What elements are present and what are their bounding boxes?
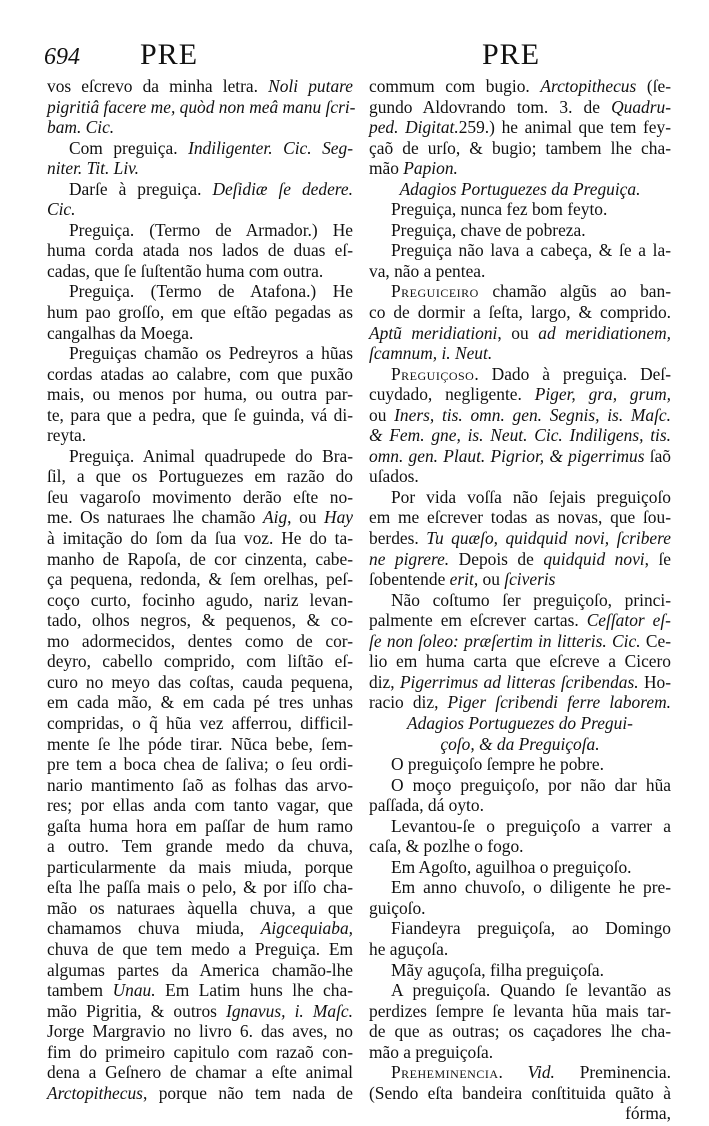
text-run: . Dado à preguiça. Deſ-	[474, 363, 671, 384]
text-line	[47, 610, 353, 631]
italic-run: Aig	[263, 507, 288, 528]
text-line	[47, 918, 353, 939]
text-run: Preguiça, nunca fez bom feyto.	[391, 199, 608, 220]
text-run: me. Os naturaes lhe chamão	[47, 507, 263, 528]
text-line	[369, 898, 671, 919]
text-run: mente ſe lhe póde tirar. Nũca bebe, ſem-	[47, 733, 353, 754]
text-line	[47, 672, 353, 693]
italic-run: Piger ſcribendi ferre laborem.	[447, 692, 671, 713]
text-line	[369, 1083, 671, 1104]
headword: Preguiçoso	[391, 363, 475, 384]
text-run: Ce-	[640, 630, 671, 651]
italic-run: quidquid novi	[543, 548, 645, 569]
text-line	[47, 96, 356, 118]
text-run: commum com bugio.	[369, 76, 541, 96]
text-run: ſil, a que os Portuguezes em razão do	[47, 466, 353, 487]
text-line	[369, 775, 671, 796]
text-line	[47, 220, 353, 241]
text-run: a outro. Tem grande medo da chuva,	[47, 836, 353, 857]
text-run: ſobentende	[369, 569, 450, 590]
italic-run: ad meridiationem,	[538, 322, 671, 343]
text-line	[369, 323, 671, 344]
text-run: manho de Rapoſa, de cor cinzenta, cabe-	[47, 548, 353, 569]
text-line	[369, 405, 671, 426]
text-run: Por vida voſſa não ſejais preguiçoſo	[391, 486, 671, 507]
text-line	[369, 569, 671, 590]
italic-run: Aigcequiaba,	[260, 918, 353, 939]
text-run: Com preguiça.	[69, 137, 189, 158]
italic-run: Iners, tis. omn. gen. Segnis, is. Maſc.	[394, 404, 671, 425]
text-run: ſaõ	[644, 445, 671, 466]
italic-run: Noli putare	[268, 76, 353, 96]
text-run: ſeu vagaroſo movimento derão eſte no-	[47, 486, 353, 507]
text-column-right	[369, 76, 671, 1124]
text-line	[369, 179, 671, 200]
text-run: mais, ou menos por huma, ou outra par-	[47, 384, 353, 405]
italic-run: bam. Cic.	[47, 117, 115, 138]
italic-run: Cic.	[47, 199, 76, 220]
text-line	[47, 734, 353, 755]
text-line	[369, 816, 671, 837]
text-line	[369, 302, 671, 323]
text-run: va, não a pentea.	[369, 260, 486, 281]
text-line	[369, 97, 671, 118]
text-line	[369, 877, 671, 898]
text-line	[369, 1021, 671, 1042]
text-line	[369, 138, 671, 159]
text-line	[47, 507, 353, 528]
text-line	[47, 1021, 353, 1042]
text-line	[369, 466, 671, 487]
text-line	[47, 549, 353, 570]
text-line	[369, 836, 671, 857]
text-line	[369, 960, 671, 981]
text-run: pre tem a boca chea de ſaliva; o ſeu ordi-	[47, 754, 353, 775]
text-line	[369, 528, 671, 549]
text-run: dena a Geſnero de chamar a eſte animal	[47, 1062, 353, 1083]
text-line	[47, 302, 353, 323]
text-run: tambem	[47, 980, 113, 1001]
text-line	[47, 138, 353, 159]
text-line	[47, 240, 353, 261]
text-run: Darſe à preguiça.	[69, 178, 213, 199]
text-run: tado, olhos negros, & pequenos, & co-	[47, 610, 353, 631]
text-run: , ou	[473, 569, 505, 590]
text-run: gaſta huma hora em paſſar de hum ramo	[47, 815, 353, 836]
italic-run: niter. Tit. Liv.	[47, 158, 139, 179]
text-run: Não coſtumo ſer preguiçoſo, princi-	[391, 589, 671, 610]
text-run: , ou	[497, 322, 539, 343]
text-line	[369, 1103, 671, 1124]
text-line	[47, 1083, 353, 1104]
text-run: (Sendo eſta bandeira conſtituida quãto à	[369, 1082, 671, 1103]
text-run: Preguiça, chave de pobreza.	[391, 219, 586, 240]
text-line	[369, 980, 671, 1001]
italic-run: Aptũ meridiationi	[369, 322, 498, 343]
text-run: curo no meyo das coſtas, cauda pequena,	[47, 671, 353, 692]
text-line	[369, 117, 671, 138]
text-run: A preguiçoſa. Quando ſe levantão as	[391, 980, 671, 1001]
text-run: Levantou-ſe o preguiçoſo a varrer a	[391, 815, 671, 836]
italic-run: pigritiâ facere me, quòd non meâ manu ſcri-	[47, 96, 356, 117]
text-line	[47, 158, 353, 179]
text-run: Preminencia.	[554, 1062, 671, 1083]
text-run: fórma,	[625, 1103, 671, 1124]
text-run: Preguiça. Animal quadrupede do Bra-	[69, 445, 353, 466]
text-run: gundo Aldovrando tom. 3. de	[369, 96, 612, 117]
text-run: hum pao groſſo, em que eſtão pegadas as	[47, 302, 353, 323]
text-line	[369, 713, 671, 734]
text-line	[47, 281, 353, 302]
text-line	[47, 76, 353, 97]
text-run: 259.) he animal que tem fey-	[458, 117, 671, 138]
text-line	[369, 631, 671, 652]
text-run: res; por ellas anda com tanto vagar, que	[47, 795, 353, 816]
text-line	[47, 384, 353, 405]
text-run: caſa, & pozlhe o fogo.	[369, 836, 524, 857]
text-line	[47, 425, 353, 446]
text-run: lio em huma carta que eſcreve a Cicero	[369, 651, 671, 672]
text-run: à imitação do ſom da ſua voz. He do ta-	[47, 528, 353, 549]
italic-run: & Fem. gne, is. Neut. Cic. Indiligens, tis.	[369, 425, 671, 446]
running-head-right: PRE	[482, 38, 541, 71]
text-line	[369, 857, 671, 878]
text-line	[47, 857, 353, 878]
italic-run: Ignavus, i. Maſc.	[226, 1000, 353, 1021]
text-line	[47, 364, 353, 385]
text-line	[369, 240, 671, 261]
text-run: particularmente da mais miuda, porque	[47, 856, 353, 877]
text-run: berdes.	[369, 528, 427, 549]
text-line	[369, 754, 671, 775]
text-line	[369, 384, 671, 405]
text-run: de que as outras; os caçadores lhe cha-	[369, 1021, 671, 1042]
text-line	[47, 877, 353, 898]
text-line	[47, 487, 353, 508]
text-line	[369, 425, 671, 446]
text-line	[369, 261, 671, 282]
italic-run: erit	[449, 569, 474, 590]
text-line	[47, 1062, 353, 1083]
italic-run: ſcamnum, i. Neut.	[369, 343, 493, 364]
text-line	[369, 487, 671, 508]
text-line	[47, 199, 353, 220]
text-line	[369, 507, 671, 528]
italic-run: Arctopithecus	[47, 1082, 143, 1103]
text-run: (ſe-	[636, 76, 671, 96]
text-line	[47, 569, 353, 590]
text-run: fim do primeiro capitulo com razaõ con-	[47, 1041, 353, 1062]
text-run: Preguiça. (Termo de Armador.) He	[69, 219, 353, 240]
text-line	[47, 713, 353, 734]
text-line	[47, 754, 353, 775]
italic-run: Adagios Portuguezes do Pregui-	[407, 712, 633, 733]
text-run: em me eſcrever todas as novas, que ſou-	[369, 507, 671, 528]
text-line	[47, 631, 353, 652]
headword: Preheminencia	[391, 1062, 499, 1083]
italic-run: Tu quæſo, quidquid novi, ſcribere	[426, 528, 671, 549]
text-line	[369, 672, 671, 693]
text-run: Preguiças chamão os Pedreyros a hũas	[69, 343, 353, 364]
text-line	[369, 364, 671, 385]
text-run: , & outros	[137, 1000, 227, 1021]
text-run: palmente em eſcrever cartas.	[369, 610, 587, 631]
italic-run: Vid.	[527, 1062, 555, 1083]
text-line	[369, 549, 671, 570]
text-run: eſta lhe paſſa mais o pelo, & por iſſo cha-	[47, 877, 353, 898]
text-line	[369, 795, 671, 816]
text-line	[47, 117, 353, 138]
text-run: he aguçoſa.	[369, 938, 449, 959]
text-line	[47, 939, 353, 960]
text-line	[369, 281, 671, 302]
text-line	[369, 1001, 671, 1022]
text-run: ça pequena, redonda, & ſem orelhas, peſ-	[47, 569, 353, 590]
text-run: Jorge Margravio no livro 6. das aves, no	[47, 1021, 353, 1042]
italic-run: ped. Digitat.	[369, 117, 459, 138]
page-number: 694	[44, 44, 80, 70]
text-run: Depois de	[449, 548, 544, 569]
text-run: O moço preguiçoſo, por não dar hũa	[391, 774, 671, 795]
text-run: O preguiçoſo ſempre he pobre.	[391, 754, 604, 775]
text-run: huma corda atada nos lados de duas eſ-	[47, 240, 353, 261]
text-run: Preguiça. (Termo de Atafona.) He	[69, 281, 353, 302]
text-run: .	[498, 1062, 528, 1083]
running-head-left: PRE	[140, 38, 199, 71]
text-line	[47, 692, 353, 713]
text-line	[369, 158, 671, 179]
text-line	[369, 692, 671, 713]
italic-run: Deſidiæ ſe dedere.	[212, 178, 353, 199]
text-line	[47, 405, 353, 426]
text-run: reyta.	[47, 425, 87, 446]
italic-run: Adagios Portuguezes da Preguiça.	[399, 178, 641, 199]
italic-run: Piger, gra, grum,	[534, 384, 671, 405]
text-column-left	[47, 76, 356, 1103]
text-line	[47, 960, 353, 981]
text-run: deyro, cabello comprido, com liſtão eſ-	[47, 651, 353, 672]
text-line	[47, 446, 353, 467]
text-run: chamão algũs ao ban-	[478, 281, 671, 302]
text-line	[47, 590, 353, 611]
text-run: guiçoſo.	[369, 897, 426, 918]
text-run: paſſada, dá oyto.	[369, 795, 484, 816]
text-run: compridas, o q̃ hũa vez afferrou, difficil-	[47, 712, 353, 733]
text-line	[47, 1042, 353, 1063]
text-run: co de dormir a ſeſta, largo, & comprido.	[369, 302, 671, 323]
text-line	[47, 179, 353, 200]
text-line	[47, 836, 353, 857]
text-line	[369, 651, 671, 672]
italic-run: omn. gen. Plaut. Pigrior, & pigerrimus	[369, 445, 645, 466]
italic-run: çoſo, & da Preguiçoſa.	[440, 733, 600, 754]
text-line	[369, 199, 671, 220]
text-line	[369, 343, 671, 364]
text-run: , ſe	[644, 548, 672, 569]
text-run: algumas partes da America chamão-lhe	[47, 959, 353, 980]
text-line	[369, 446, 671, 467]
italic-run: Pigerrimus ad litteras ſcribendas.	[399, 671, 639, 692]
text-run: nario mantimento ſaõ as folhas das arvo-	[47, 774, 353, 795]
italic-run: Arctopithecus	[540, 76, 637, 96]
text-run: racio diz,	[369, 692, 448, 713]
text-run: uſados.	[369, 466, 419, 487]
text-line	[47, 1001, 353, 1022]
text-line	[47, 261, 353, 282]
italic-run: Unau.	[112, 980, 156, 1001]
text-run: Mãy aguçoſa, filha preguiçoſa.	[391, 959, 604, 980]
text-run: , porque não tem nada de	[142, 1082, 353, 1103]
text-run: te, para que a pedra, que ſe guinda, vá di-	[47, 404, 353, 425]
italic-run: ne pigrere.	[369, 548, 450, 569]
text-line	[369, 1062, 671, 1083]
text-run: mão os naturaes àquella chuva, a que	[47, 897, 353, 918]
text-run: em cada mão, & em cada pé tres unhas	[47, 692, 353, 713]
text-line	[47, 323, 353, 344]
text-run: mão	[47, 1000, 87, 1021]
text-run: cordas atadas ao calabre, com que puxão	[47, 363, 353, 384]
text-line	[47, 466, 353, 487]
italic-run: Quadru-	[611, 96, 671, 117]
italic-run: ſe non ſoleo: præſertim in litteris. Cic.	[369, 630, 641, 651]
text-line	[47, 528, 353, 549]
italic-run: ſciveris	[504, 569, 556, 590]
text-line	[47, 343, 353, 364]
text-run: diz,	[369, 671, 400, 692]
text-line	[369, 918, 671, 939]
text-run: coço curto, focinho agudo, nariz levan-	[47, 589, 353, 610]
text-run: cangalhas da Moega.	[47, 322, 194, 343]
text-run: Pigritia	[86, 1000, 138, 1021]
text-line	[369, 939, 671, 960]
text-run: mão	[369, 158, 404, 179]
text-run: cuydado, negligente.	[369, 384, 535, 405]
text-line	[47, 816, 353, 837]
text-line	[47, 651, 353, 672]
text-line	[369, 76, 671, 97]
text-run: Preguiça não lava a cabeça, & ſe a la-	[391, 240, 671, 261]
text-run: Em Latim huns lhe cha-	[155, 980, 353, 1001]
text-line	[47, 898, 353, 919]
text-line	[47, 795, 353, 816]
text-line	[369, 734, 671, 755]
text-run: vos eſcrevo da minha letra.	[47, 76, 269, 96]
text-run: Ho-	[638, 671, 671, 692]
italic-run: Papion.	[403, 158, 458, 179]
text-run: çaõ de urſo, & bugio; tambem lhe cha-	[369, 137, 671, 158]
text-run: chamamos chuva miuda,	[47, 918, 261, 939]
text-run: , ou	[287, 507, 325, 528]
italic-run: Ceſſator eſ-	[586, 610, 671, 631]
text-line	[369, 1042, 671, 1063]
text-line	[369, 220, 671, 241]
text-run: ou	[369, 404, 395, 425]
text-run: Fiandeyra preguiçoſa, ao Domingo	[391, 918, 671, 939]
text-line	[369, 590, 671, 611]
italic-run: Indiligenter. Cic. Seg-	[188, 137, 353, 158]
text-run: mo adormecidos, dentes como de cor-	[47, 630, 353, 651]
text-run: perdizes ſempre ſe levanta hũa mais tar-	[369, 1000, 671, 1021]
text-run: cadas, que ſe ſuſtentão huma com outra.	[47, 260, 324, 281]
italic-run: Hay	[324, 507, 354, 528]
text-line	[47, 980, 353, 1001]
text-line	[369, 610, 671, 631]
headword: Preguiceiro	[391, 281, 479, 302]
text-line	[47, 775, 353, 796]
text-run: Em Agoſto, aguilhoa o preguiçoſo.	[391, 856, 632, 877]
text-run: mão a preguiçoſa.	[369, 1041, 494, 1062]
text-run: Em anno chuvoſo, o diligente he pre-	[391, 877, 671, 898]
text-run: chuva de que tem medo a Preguiça. Em	[47, 938, 353, 959]
